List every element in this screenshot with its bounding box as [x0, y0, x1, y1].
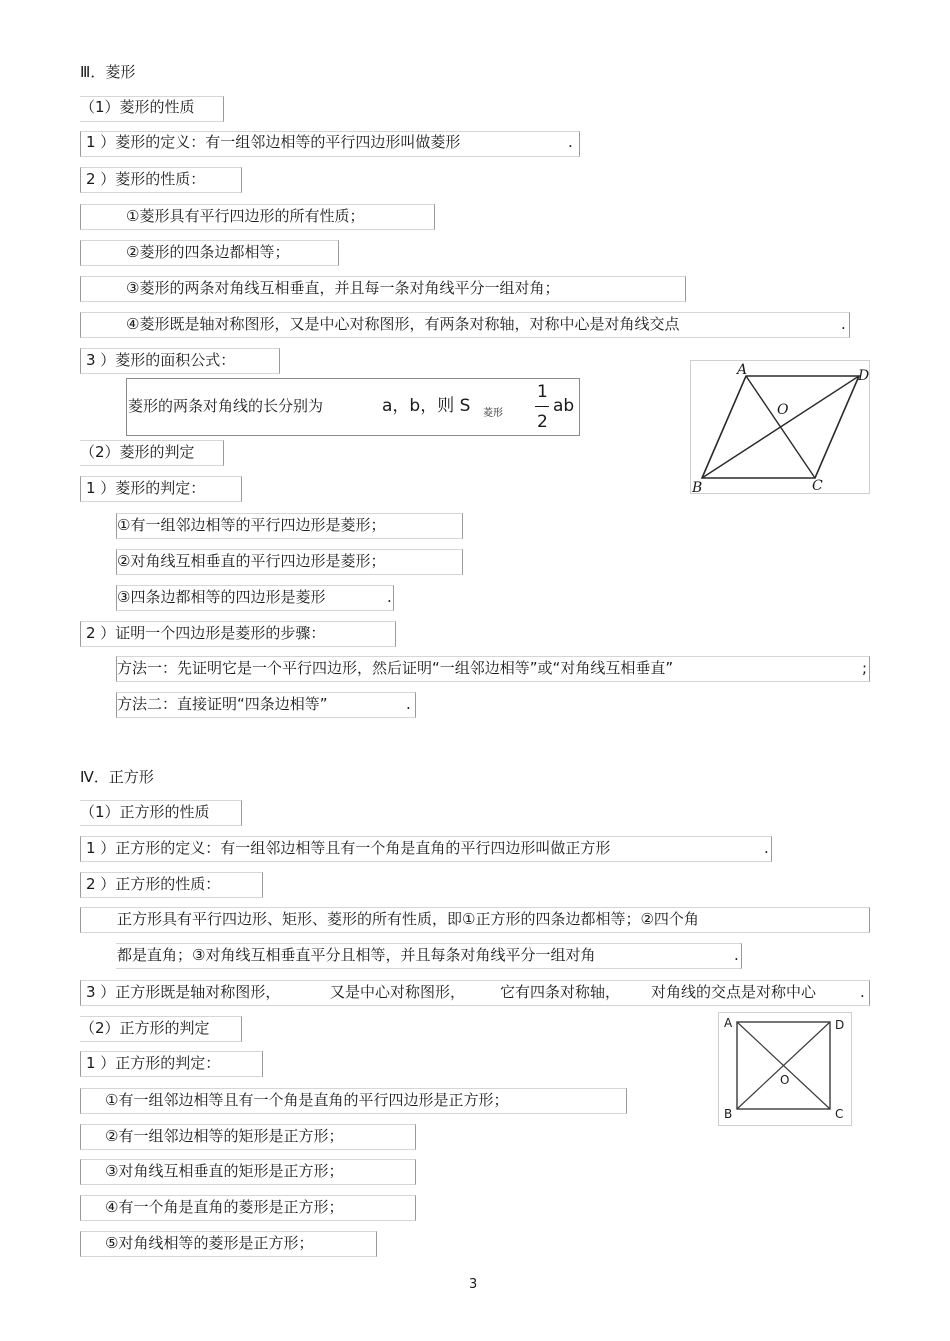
- rhombus-def-end: .: [568, 133, 573, 151]
- square-props-title: （1）正方形的性质: [80, 803, 210, 821]
- rhombus-judge-title: （2）菱形的判定: [80, 443, 195, 461]
- rhombus-area-text: 菱形的两条对角线的长分别为: [128, 397, 324, 415]
- rhombus-judge-3-end: .: [387, 588, 392, 606]
- square-props-line-2: 都是直角；③对角线互相垂直平分且相等，并且每条对角线平分一组对角: [117, 946, 596, 964]
- square-symmetry-d: 对角线的交点是对称中心: [651, 983, 817, 1001]
- rhombus-props-title: （1）菱形的性质: [80, 98, 195, 116]
- square-label-c: C: [835, 1107, 844, 1121]
- rhombus-area-frac-bar: [535, 406, 549, 407]
- rhombus-area-frac-denominator: 2: [537, 412, 548, 432]
- rhombus-label-c: C: [812, 478, 823, 494]
- rhombus-diagonal-bd: [702, 376, 859, 478]
- rhombus-prop-2: ②菱形的四条边都相等；: [126, 243, 290, 261]
- rhombus-judge-3: ③四条边都相等的四边形是菱形: [117, 588, 326, 606]
- rhombus-method-1-end: ;: [862, 659, 868, 677]
- square-judge-label: 1 ）正方形的判定：: [86, 1054, 221, 1072]
- square-judge-4: ④有一个角是直角的菱形是正方形；: [105, 1198, 344, 1216]
- square-props-label: 2 ）正方形的性质：: [86, 875, 221, 893]
- rhombus-area-frac-after: ab: [553, 396, 575, 416]
- rhombus-judge-2: ②对角线互相垂直的平行四边形是菱形；: [117, 552, 386, 570]
- square-props-end: .: [734, 946, 739, 964]
- square-symmetry-end: .: [860, 983, 865, 1001]
- rhombus-area-subscript: 菱形: [483, 408, 503, 419]
- square-figure: [718, 1012, 854, 1128]
- page-number: 3: [469, 1277, 478, 1292]
- rhombus-label-d: D: [858, 368, 870, 384]
- rhombus-props-label: 2 ）菱形的性质：: [86, 170, 206, 188]
- square-judge-5: ⑤对角线相等的菱形是正方形；: [105, 1234, 314, 1252]
- rhombus-heading: Ⅲ．菱形: [80, 63, 136, 81]
- rhombus-judge-label: 1 ）菱形的判定：: [86, 479, 206, 497]
- rhombus-method-2-end: .: [406, 695, 411, 713]
- square-symmetry-b: 又是中心对称图形，: [330, 983, 466, 1001]
- square-heading: Ⅳ．正方形: [80, 768, 154, 786]
- rhombus-def: 1 ）菱形的定义：有一组邻边相等的平行四边形叫做菱形: [86, 133, 461, 151]
- rhombus-method-1: 方法一：先证明它是一个平行四边形，然后证明“一组邻边相等”或“对角线互相垂直”: [117, 659, 674, 677]
- rhombus-area-frac-numerator: 1: [537, 382, 548, 402]
- rhombus-figure: [690, 360, 872, 496]
- square-symmetry-c: 它有四条对称轴，: [500, 983, 621, 1001]
- square-judge-2: ②有一组邻边相等的矩形是正方形；: [105, 1127, 344, 1145]
- rhombus-prop-3: ③菱形的两条对角线互相垂直，并且每一条对角线平分一组对角；: [126, 279, 560, 297]
- square-label-d: D: [835, 1018, 845, 1032]
- square-label-o: O: [780, 1073, 790, 1087]
- rhombus-judge-1: ①有一组邻边相等的平行四边形是菱形；: [117, 516, 386, 534]
- rhombus-prop-4: ④菱形既是轴对称图形，又是中心对称图形，有两条对称轴，对称中心是对角线交点: [126, 315, 680, 333]
- rhombus-area-label: 3 ）菱形的面积公式：: [86, 351, 236, 369]
- square-def: 1 ）正方形的定义：有一组邻边相等且有一个角是直角的平行四边形叫做正方形: [86, 839, 611, 857]
- rhombus-prop-4-end: .: [841, 315, 846, 333]
- rhombus-prop-1: ①菱形具有平行四边形的所有性质；: [126, 207, 365, 225]
- square-label-a: A: [724, 1016, 733, 1030]
- square-def-end: .: [764, 839, 769, 857]
- rhombus-label-o: O: [777, 402, 789, 418]
- square-judge-3: ③对角线互相垂直的矩形是正方形；: [105, 1162, 344, 1180]
- square-props-line-1: 正方形具有平行四边形、矩形、菱形的所有性质，即①正方形的四条边都相等；②四个角: [117, 910, 699, 928]
- square-label-b: B: [724, 1107, 733, 1121]
- rhombus-steps-label: 2 ）证明一个四边形是菱形的步骤：: [86, 624, 326, 642]
- square-judge-title: （2）正方形的判定: [80, 1019, 210, 1037]
- square-symmetry-a: 3 ）正方形既是轴对称图形，: [86, 983, 281, 1001]
- rhombus-area-vars: a，b，则 S: [382, 396, 471, 416]
- rhombus-label-b: B: [692, 480, 703, 496]
- rhombus-method-2: 方法二：直接证明“四条边相等”: [117, 695, 328, 713]
- rhombus-label-a: A: [737, 362, 748, 378]
- square-judge-1: ①有一组邻边相等且有一个角是直角的平行四边形是正方形；: [105, 1091, 509, 1109]
